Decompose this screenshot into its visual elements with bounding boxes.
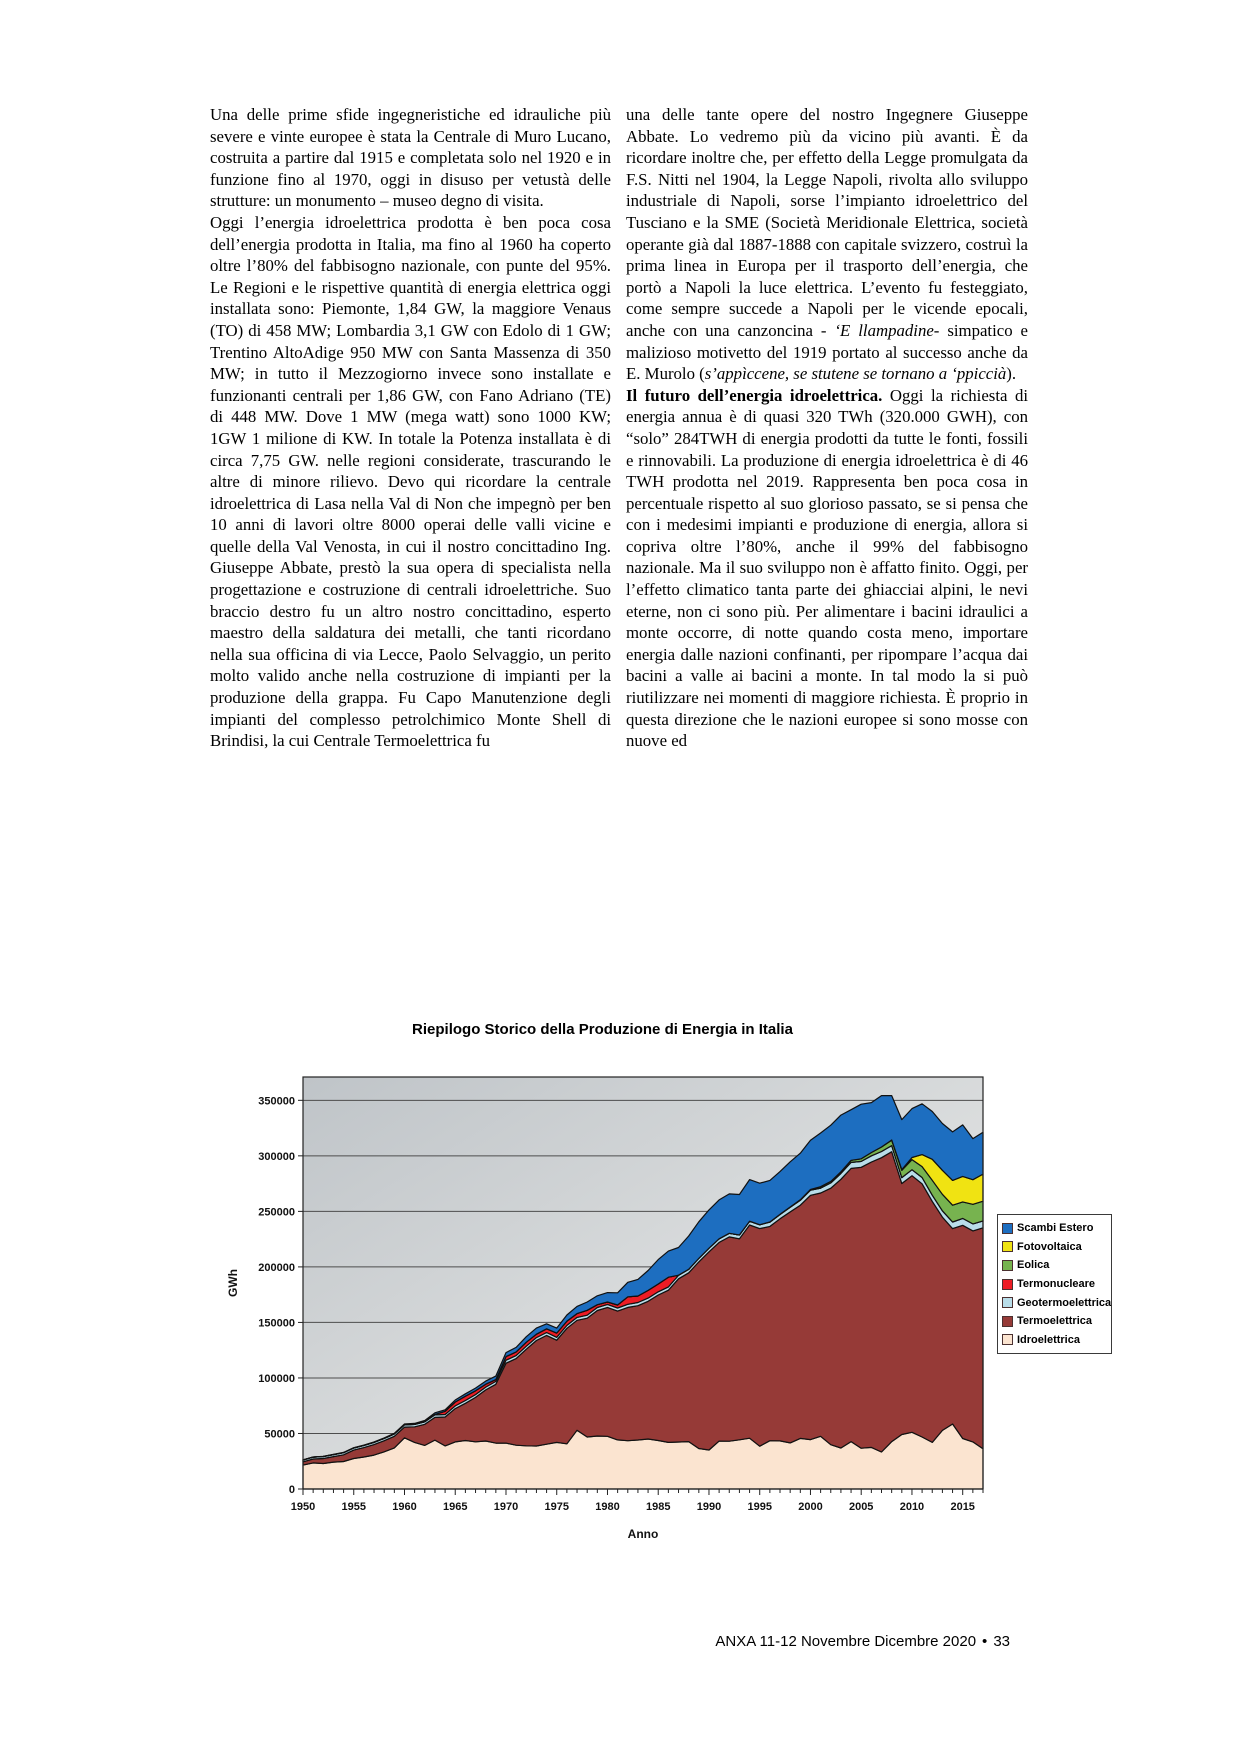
y-tick-label: 200000 xyxy=(258,1261,295,1274)
legend-label: Idroelettrica xyxy=(1017,1333,1080,1346)
x-tick-label: 1970 xyxy=(493,1501,519,1513)
legend-label: Termoelettrica xyxy=(1017,1315,1092,1328)
legend-label: Fotovoltaica xyxy=(1017,1240,1082,1253)
paragraph xyxy=(626,385,1028,752)
paragraph xyxy=(210,104,611,212)
legend-item-termonucleare xyxy=(1002,1275,1109,1294)
legend-swatch xyxy=(1002,1297,1013,1308)
y-tick-label: 0 xyxy=(288,1484,295,1496)
text-run: Una delle prime sfide ingegneristiche ed idrauliche più severe e vinte europee è stata la Centrale di Muro Lucano, costruita a partire dal 1915 e completata solo nel 1920 e in funzione fino al 1970, oggi in disuso per vetustà delle strutture: un monumento – museo degno di visita. xyxy=(210,105,611,211)
text-run: ‘E llampadine- xyxy=(834,320,940,340)
legend-label: Termonucleare xyxy=(1017,1278,1096,1291)
y-tick-label: 250000 xyxy=(258,1206,295,1219)
footer-separator: • xyxy=(982,1633,988,1650)
legend-item-idroelettrica xyxy=(1002,1331,1109,1350)
paragraph xyxy=(210,212,611,752)
legend-swatch xyxy=(1002,1334,1013,1345)
x-tick-label: 1955 xyxy=(341,1501,366,1513)
x-tick-label: 2010 xyxy=(899,1501,925,1513)
x-tick-label: 1950 xyxy=(290,1501,316,1513)
legend-label: Eolica xyxy=(1017,1259,1050,1272)
y-tick-label: 300000 xyxy=(258,1150,295,1163)
page-number: 33 xyxy=(993,1633,1010,1650)
legend-item-geotermoelettrica xyxy=(1002,1293,1112,1312)
text-run: ). xyxy=(1006,364,1017,384)
x-tick-label: 1980 xyxy=(595,1501,620,1513)
y-tick-label: 350000 xyxy=(258,1095,295,1108)
legend-swatch xyxy=(1002,1316,1013,1327)
text-run: una delle tante opere del nostro Ingegnere Giuseppe Abbate. Lo vedremo più da vicino più avanti. È da ricordare inoltre che, per effetto della Legge promulgata da F.S. Nitti nel 1904, la Legge Napoli, rivolta allo sviluppo industriale di Napoli, sorse l’impianto idroelettrico del Tusciano e la SME (Società Meridionale Elettrica, società operante già dal 1887-1888 con capitale svizzero, costruì la prima linea in Europa per il trasporto dell’energia, che portò a Napoli la luce elettrica. L’evento fu festeggiato, come sempre succede a Napoli per le vicende epocali, anche con una canzoncina - xyxy=(626,105,1028,340)
text-run: Oggi la richiesta di energia annua è di quasi 320 TWh (320.000 GWH), con “solo” 284TWH di energia prodotti da tutte le fonti, fossili e rinnovabili. La produzione di energia idroelettrica è di 46 TWH prodotta nel 2019. Rappresenta ben poca cosa in percentuale rispetto al suo glorioso passato, se si pensa che con i medesimi impianti e produzione di energia, allora si copriva oltre l’80%, anche il 99% del fabbisogno nazionale. Ma il suo sviluppo non è affatto finito. Oggi, per l’effetto climatico tanta parte dei ghiacciai alpini, le nevi eterne, non ci sono più. Per alimentare i bacini idraulici a monte occorre, di notte quando costa meno, importare energia dalle nazioni confinanti, per ripompare l’acqua dai bacini a valle ai bacini a monte. In tal modo la si può riutilizzare nei momenti di maggiore richiesta. È proprio in questa direzione che le nazioni europee si sono mosse con nuove ed xyxy=(626,385,1028,751)
x-axis-title: Anno xyxy=(627,1527,659,1541)
footer-journal: ANXA 11-12 Novembre Dicembre 2020 xyxy=(715,1633,977,1650)
legend-item-fotovoltaica xyxy=(1002,1238,1109,1257)
y-tick-label: 100000 xyxy=(258,1372,295,1385)
text-run: simpatico e malizioso motivetto del 1919 portato al successo anche da E. Murolo ( xyxy=(626,320,1028,384)
chart-legend xyxy=(997,1214,1112,1354)
left-text-column xyxy=(210,104,611,904)
x-tick-label: 1975 xyxy=(544,1501,569,1513)
paragraph xyxy=(626,104,1028,385)
page-footer xyxy=(210,1633,1010,1650)
x-tick-label: 1990 xyxy=(696,1501,722,1513)
chart-title: Riepilogo Storico della Produzione di Energia in Italia xyxy=(412,1021,793,1038)
x-tick-label: 1985 xyxy=(645,1501,671,1513)
x-tick-label: 1960 xyxy=(392,1501,417,1513)
x-tick-label: 2000 xyxy=(798,1501,823,1513)
legend-swatch xyxy=(1002,1241,1013,1252)
legend-label: Geotermoelettrica xyxy=(1017,1296,1112,1309)
legend-swatch xyxy=(1002,1260,1013,1271)
right-text-column xyxy=(626,104,1028,904)
text-run: Il futuro dell’energia idroelettrica. xyxy=(626,385,883,405)
y-axis-title: GWh xyxy=(226,1269,240,1297)
legend-item-termoelettrica xyxy=(1002,1312,1109,1331)
legend-swatch xyxy=(1002,1279,1013,1290)
x-tick-label: 1995 xyxy=(747,1501,772,1513)
x-tick-label: 1965 xyxy=(442,1501,468,1513)
energy-production-chart xyxy=(215,1038,1120,1568)
legend-item-scambi-estero xyxy=(1002,1219,1109,1238)
legend-item-eolica xyxy=(1002,1256,1109,1275)
legend-label: Scambi Estero xyxy=(1017,1222,1094,1235)
text-run: Oggi l’energia idroelettrica prodotta è ben poca cosa dell’energia prodotta in Italia, ma fino al 1960 ha coperto oltre l’80% del fabbisogno nazionale, con punte del 95%. Le Regioni e le rispettive quantità di energia elettrica oggi installata sono: Piemonte, 1,84 GW, la maggiore Venaus (TO) di 458 MW; Lombardia 3,1 GW con Edolo di 1 GW; Trentino AltoAdige 950 MW con Santa Massenza di 350 MW; in tutto il Mezzogiorno invece sono installate e funzionanti centrali per 1,86 GW, con Fano Adriano (TE) di 448 MW. Dove 1 MW (mega watt) sono 1000 KW; 1GW 1 milione di KW. In totale la Potenza installata è di circa 7,75 GW. nelle regioni considerate, trascurando le altre di minore rilievo. Devo qui ricordare la centrale idroelettrica di Lasa nella Val di Non che impegnò per ben 10 anni di lavori oltre 8000 operai delle valli vicine e quelle della Val Venosta, in cui il nostro concittadino Ing. Giuseppe Abbate, prestò la sua opera di specialista nella progettazione e costruzione di centrali idroelettriche. Suo braccio destro fu un altro nostro concittadino, esperto maestro della saldatura dei metalli, che tanti ricordano nella sua officina di via Lecce, Paolo Selvaggio, un perito molto valido anche nella costruzione di impianti per la produzione della grappa. Fu Capo Manutenzione degli impianti del complesso petrolchimico Monte Shell di Brindisi, la cui Centrale Termoelettrica fu xyxy=(210,212,611,751)
y-tick-label: 50000 xyxy=(264,1428,295,1441)
legend-swatch xyxy=(1002,1223,1013,1234)
y-tick-label: 150000 xyxy=(258,1317,295,1330)
x-tick-label: 2005 xyxy=(848,1501,874,1513)
chart-svg xyxy=(215,1038,1120,1568)
x-tick-label: 2015 xyxy=(950,1501,975,1513)
text-run: s’appìccene, se stutene se tornano a ‘ppiccià xyxy=(704,364,1007,384)
